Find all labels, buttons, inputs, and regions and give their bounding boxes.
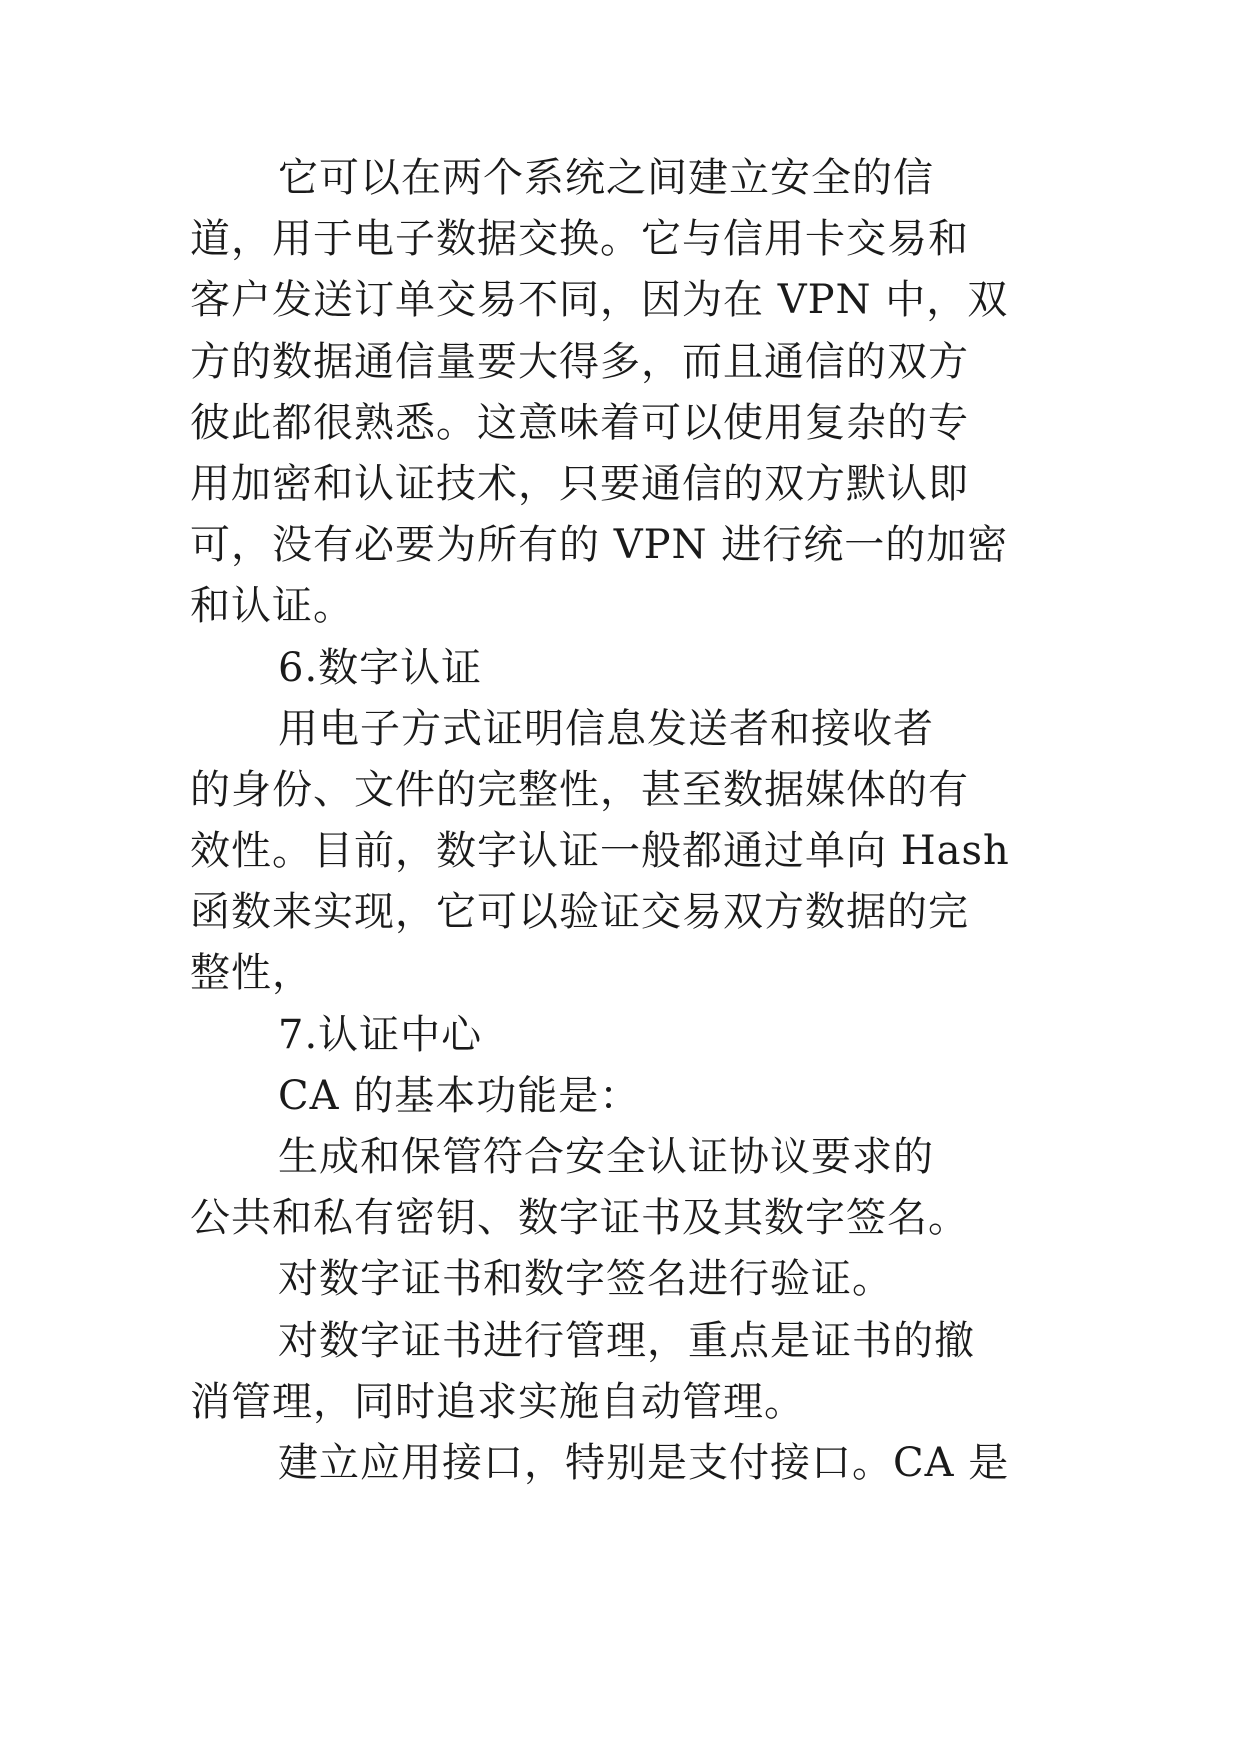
text-line: 函数来实现，它可以验证交易双方数据的完 <box>190 889 969 936</box>
text-line: 客户发送订单交易不同，因为在 VPN 中，双 <box>190 277 1009 324</box>
text-line: 道，用于电子数据交换。它与信用卡交易和 <box>190 216 969 263</box>
body-text <box>190 148 1070 1494</box>
text-line: 彼此都很熟悉。这意味着可以使用复杂的专 <box>190 399 969 446</box>
text-line: 方的数据通信量要大得多，而且通信的双方 <box>190 338 969 385</box>
text-line: 对数字证书和数字签名进行验证。 <box>278 1256 893 1303</box>
text-line: 效性。目前，数字认证一般都通过单向 Hash <box>190 828 1010 875</box>
text-line: CA 的基本功能是： <box>278 1072 641 1119</box>
text-line: 建立应用接口，特别是支付接口。CA 是 <box>278 1439 1010 1486</box>
text-line: 它可以在两个系统之间建立安全的信 <box>278 155 934 201</box>
text-line: 用加密和认证技术，只要通信的双方默认即 <box>190 460 969 507</box>
text-line: 整性， <box>190 950 313 997</box>
text-line: 和认证。 <box>190 583 354 630</box>
section-heading: 6.数字认证 <box>278 644 483 691</box>
text-line: 可，没有必要为所有的 VPN 进行统一的加密 <box>190 522 1009 569</box>
text-line: 公共和私有密钥、数字证书及其数字签名。 <box>190 1195 969 1242</box>
text-line: 的身份、文件的完整性，甚至数据媒体的有 <box>190 766 969 813</box>
text-line: 消管理，同时追求实施自动管理。 <box>190 1378 805 1425</box>
text-line: 用电子方式证明信息发送者和接收者 <box>278 705 934 752</box>
text-line: 生成和保管符合安全认证协议要求的 <box>278 1134 934 1180</box>
text-line: 对数字证书进行管理，重点是证书的撤 <box>278 1317 975 1364</box>
section-heading: 7.认证中心 <box>278 1011 483 1058</box>
